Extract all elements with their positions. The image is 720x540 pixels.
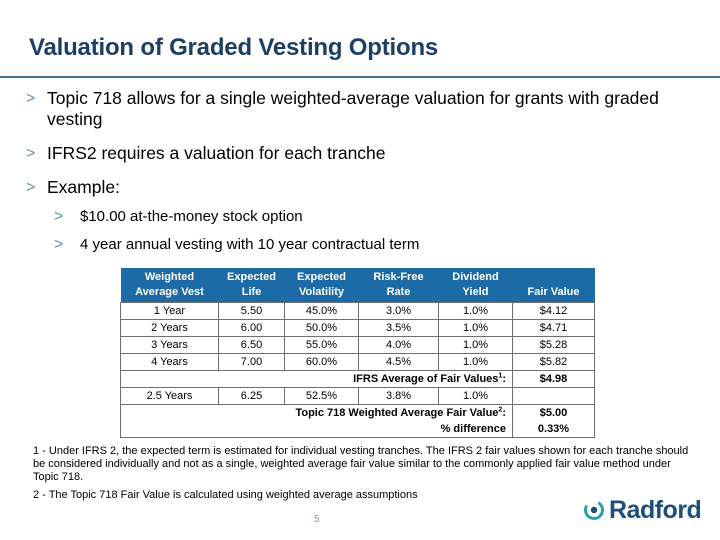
topic-718-average-row [121,405,595,422]
bullet-marker: > [26,145,36,162]
sub-bullet-item [54,235,696,255]
sub-bullet-text: $10.00 at-the-money stock option [80,208,303,225]
table-cell: 6.00 [219,320,285,337]
slide-title: Valuation of Graded Vesting Options [29,34,439,61]
table-cell: $5.82 [513,354,595,371]
header-fair-value: Fair Value [513,268,595,303]
header-risk-free-rate: Risk-Free Rate [359,268,439,303]
bullet-item [26,88,696,130]
table-cell: 2.5 Years [121,388,219,405]
table-cell: 4 Years [121,354,219,371]
ifrs-average-row [121,371,595,388]
header-expected-volatility: Expected Volatility [285,268,359,303]
header-expected-life: Expected Life [219,268,285,303]
valuation-table [120,268,595,438]
table-row [121,354,595,371]
table-row [121,337,595,354]
table-cell: 45.0% [285,303,359,320]
table-cell: 2 Years [121,320,219,337]
radford-logo [583,497,708,529]
sub-bullet-marker: > [54,208,64,225]
footnote-1: 1 - Under IFRS 2, the expected term is estimated for individual vesting tranches. The IFRS 2 fair values shown for each tranche should be considered individually and not as a single, weighted average fair value similar to the commonly applied fair value method under Topic 718. [33,445,689,483]
bullet-marker: > [26,90,36,107]
ifrs-average-value: $4.98 [513,371,595,388]
bullet-marker: > [26,179,36,196]
pct-difference-label: % difference [121,421,513,438]
footnote-2: 2 - The Topic 718 Fair Value is calculated using weighted average assumptions [33,489,418,501]
table-cell: 3.5% [359,320,439,337]
bullet-text: Example: [47,177,120,197]
sub-bullet-item [54,207,696,227]
table-cell: 1.0% [439,354,513,371]
logo-text: Radford [609,496,702,524]
table-cell: 6.50 [219,337,285,354]
bullet-list [26,88,696,263]
table-cell: 1.0% [439,320,513,337]
pct-difference-row [121,421,595,438]
table-cell [513,388,595,405]
bullet-text: IFRS2 requires a valuation for each tranche [47,143,386,163]
table-cell: 5.50 [219,303,285,320]
table-cell: 1.0% [439,337,513,354]
title-divider [0,76,720,78]
table-cell: 3 Years [121,337,219,354]
table-cell: 3.0% [359,303,439,320]
bullet-item [26,177,696,198]
weighted-average-row [121,388,595,405]
table-cell: $4.12 [513,303,595,320]
table-row [121,320,595,337]
table-cell: 52.5% [285,388,359,405]
table-cell: 4.0% [359,337,439,354]
table-cell: 50.0% [285,320,359,337]
bullet-text: Topic 718 allows for a single weighted-average valuation for grants with graded vesting [47,88,659,129]
table-header-row [121,268,595,303]
header-dividend-yield: Dividend Yield [439,268,513,303]
page-number: 5 [314,514,320,525]
table-cell: 60.0% [285,354,359,371]
header-weighted-average-vest: Weighted Average Vest [121,268,219,303]
ifrs-average-label: IFRS Average of Fair Values$^1$: [121,371,513,388]
sub-bullet-text: 4 year annual vesting with 10 year contractual term [80,236,420,253]
radford-logo-icon [583,499,605,521]
bullet-item [26,143,696,164]
table-cell: 6.25 [219,388,285,405]
topic-718-average-label: Topic 718 Weighted Average Fair Value$^2$: [121,405,513,422]
topic-718-average-value: $5.00 [513,405,595,422]
sub-bullet-marker: > [54,236,64,253]
table-cell: 4.5% [359,354,439,371]
pct-difference-value: 0.33% [513,421,595,438]
table-row [121,303,595,320]
table-cell: 7.00 [219,354,285,371]
table-cell: 1.0% [439,388,513,405]
table-cell: 3.8% [359,388,439,405]
table-cell: 1 Year [121,303,219,320]
table-cell: $5.28 [513,337,595,354]
table-cell: 1.0% [439,303,513,320]
table-cell: $4.71 [513,320,595,337]
table-cell: 55.0% [285,337,359,354]
